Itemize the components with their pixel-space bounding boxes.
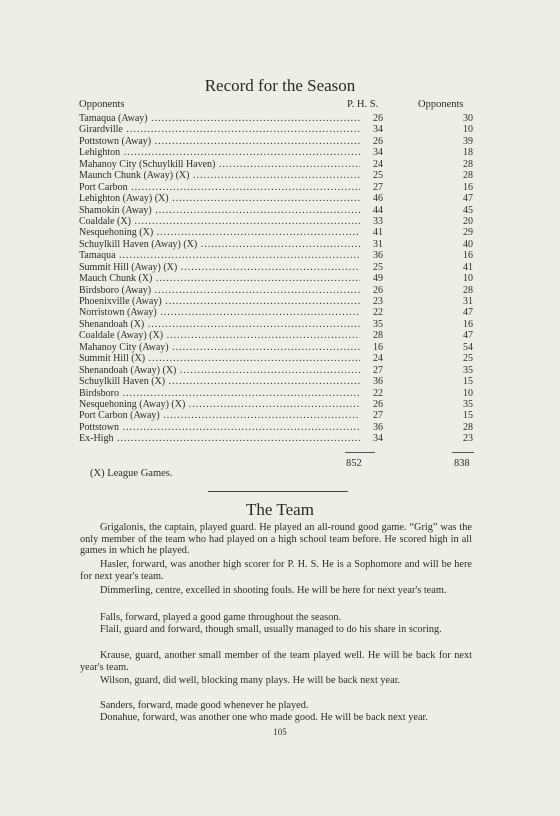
game-row [79,422,479,433]
game-row [79,205,479,216]
game-opponent-score: 20 [463,215,473,227]
team-paragraph: Dimmerling, centre, excelled in shooting fouls. He will be here for next year's team. [100,585,447,596]
game-phs-score: 41 [360,227,383,238]
game-opponent-score: 40 [463,238,473,250]
game-phs-score: 36 [360,250,383,261]
game-row [79,342,479,353]
game-row [79,239,479,250]
game-opponent: Lehighton ..... [79,147,379,158]
game-row [79,113,479,124]
game-phs-score: 34 [360,124,383,135]
game-phs-score: 34 [360,433,383,444]
game-row [79,376,479,387]
game-opponent-score: 45 [463,204,473,216]
total-opponents: 838 [454,458,470,469]
game-opponent-score: 39 [463,135,473,147]
game-row [79,182,479,193]
game-row [79,353,479,364]
game-opponent-score: 31 [463,296,473,307]
game-opponent-score: 10 [463,387,473,399]
game-phs-score: 26 [360,113,383,124]
header-opponents-score: Opponents [418,99,464,110]
game-row [79,216,479,227]
game-opponent: Shamokin (Away) ..... [79,205,379,216]
game-opponent: Norristown (Away) ..... [79,307,379,318]
game-row [79,170,479,181]
game-row [79,399,479,410]
game-opponent-score: 18 [463,147,473,159]
game-phs-score: 44 [360,205,383,216]
game-opponent: Summit Hill (X) ..... [79,353,379,364]
game-opponent-score: 15 [463,376,473,388]
game-row [79,365,479,376]
game-opponent-score: 16 [463,318,473,330]
game-phs-score: 34 [360,147,383,158]
section-divider [208,491,348,492]
game-row [79,227,479,238]
game-row [79,124,479,135]
game-opponent-score: 15 [463,410,473,422]
game-phs-score: 22 [360,307,383,318]
game-phs-score: 25 [360,262,383,273]
league-games-note: (X) League Games. [90,468,173,479]
game-opponent-score: 16 [463,181,473,193]
total-rule-phs [345,452,375,453]
game-opponent: Shenandoah (X) ..... [79,319,379,330]
season-record-table [79,113,479,445]
total-phs: 852 [346,458,362,469]
team-paragraph: Krause, guard, another small member of the team played well. He will be back for next year's team. [80,650,472,673]
game-opponent: Birdsboro ..... [79,388,379,399]
game-row [79,307,479,318]
header-opponents: Opponents [79,99,125,110]
game-opponent: Tamaqua (Away) ..... [79,113,379,124]
game-opponent-score: 28 [463,158,473,170]
game-opponent: Birdsboro (Away) ..... [79,285,379,296]
game-phs-score: 24 [360,353,383,364]
game-row [79,262,479,273]
team-paragraph: Sanders, forward, made good whenever he played. [100,700,309,711]
game-phs-score: 26 [360,285,383,296]
game-row [79,330,479,341]
game-row [79,296,479,307]
game-opponent: Coaldale (X) ..... [79,216,379,227]
game-opponent-score: 28 [463,421,473,433]
game-row [79,388,479,399]
team-paragraph: Flail, guard and forward, though small, usually managed to do his share in scoring. [100,624,442,635]
game-phs-score: 36 [360,422,383,433]
game-opponent-score: 41 [463,261,473,273]
total-rule-opponents [452,452,474,453]
game-opponent: Pottstown (Away) ..... [79,136,379,147]
game-phs-score: 27 [360,410,383,421]
game-opponent: Maunch Chunk (Away) (X) ..... [79,170,379,181]
team-paragraph: Falls, forward, played a good game throughout the season. [100,612,342,623]
game-opponent: Tamaqua ..... [79,250,379,261]
game-row [79,319,479,330]
game-opponent-score: 10 [463,124,473,136]
game-opponent: Lehighton (Away) (X) ..... [79,193,379,204]
game-row [79,250,479,261]
game-opponent: Phoenixville (Away) ..... [79,296,379,307]
game-opponent: Nesquehoning (Away) (X) ..... [79,399,379,410]
game-phs-score: 23 [360,296,383,307]
game-opponent-score: 16 [463,250,473,262]
game-phs-score: 22 [360,388,383,399]
game-opponent-score: 54 [463,341,473,353]
game-opponent-score: 47 [463,330,473,342]
game-phs-score: 36 [360,376,383,387]
game-row [79,285,479,296]
team-paragraph: Hasler, forward, was another high scorer for P. H. S. He is a Sophomore and will be here for next year's team. [80,559,472,582]
game-opponent-score: 35 [463,364,473,376]
game-phs-score: 24 [360,159,383,170]
game-phs-score: 46 [360,193,383,204]
game-row [79,147,479,158]
page-number: 105 [273,727,287,737]
game-phs-score: 35 [360,319,383,330]
game-opponent: Schuylkill Haven (X) ..... [79,376,379,387]
game-opponent: Pottstown ..... [79,422,379,433]
game-opponent: Port Carbon (Away) ..... [79,410,379,421]
game-opponent-score: 30 [463,113,473,124]
game-phs-score: 49 [360,273,383,284]
game-phs-score: 26 [360,399,383,410]
game-phs-score: 26 [360,136,383,147]
team-paragraph: Donahue, forward, was another one who made good. He will be back next year. [100,712,428,723]
game-phs-score: 27 [360,182,383,193]
game-opponent: Mahanoy City (Schuylkill Haven) ..... [79,159,379,170]
game-opponent: Girardville ..... [79,124,379,135]
game-phs-score: 28 [360,330,383,341]
game-row [79,136,479,147]
game-phs-score: 33 [360,216,383,227]
game-opponent: Mahanoy City (Away) ..... [79,342,379,353]
game-opponent-score: 29 [463,227,473,239]
game-row [79,193,479,204]
game-opponent-score: 47 [463,193,473,205]
game-opponent-score: 25 [463,353,473,365]
team-paragraph: Grigalonis, the captain, played guard. He played an all-round good game. “Grig” was the only member of the team who had played on a high school team before. He scored high in all games in which he played. [80,522,472,557]
team-title: The Team [246,500,314,519]
game-phs-score: 16 [360,342,383,353]
game-opponent: Port Carbon ..... [79,182,379,193]
header-phs: P. H. S. [347,99,379,110]
game-phs-score: 31 [360,239,383,250]
game-row [79,159,479,170]
game-opponent: Summit Hill (Away) (X) ..... [79,262,379,273]
game-opponent-score: 35 [463,398,473,410]
game-opponent: Ex-High ..... [79,433,379,444]
game-opponent-score: 28 [463,170,473,182]
game-row [79,410,479,421]
team-paragraph: Wilson, guard, did well, blocking many plays. He will be back next year. [100,675,401,686]
game-opponent-score: 10 [463,273,473,285]
game-row [79,433,479,444]
game-opponent: Schuylkill Haven (Away) (X) ..... [79,239,379,250]
game-opponent: Coaldale (Away) (X) ..... [79,330,379,341]
game-phs-score: 25 [360,170,383,181]
season-title: Record for the Season [204,76,356,95]
game-opponent-score: 28 [463,284,473,296]
game-phs-score: 27 [360,365,383,376]
game-opponent-score: 47 [463,307,473,319]
game-opponent-score: 23 [463,433,473,445]
game-opponent: Mauch Chunk (X) ..... [79,273,379,284]
game-row [79,273,479,284]
game-opponent: Nesquehoning (X) ..... [79,227,379,238]
game-opponent: Shenandoah (Away) (X) ..... [79,365,379,376]
